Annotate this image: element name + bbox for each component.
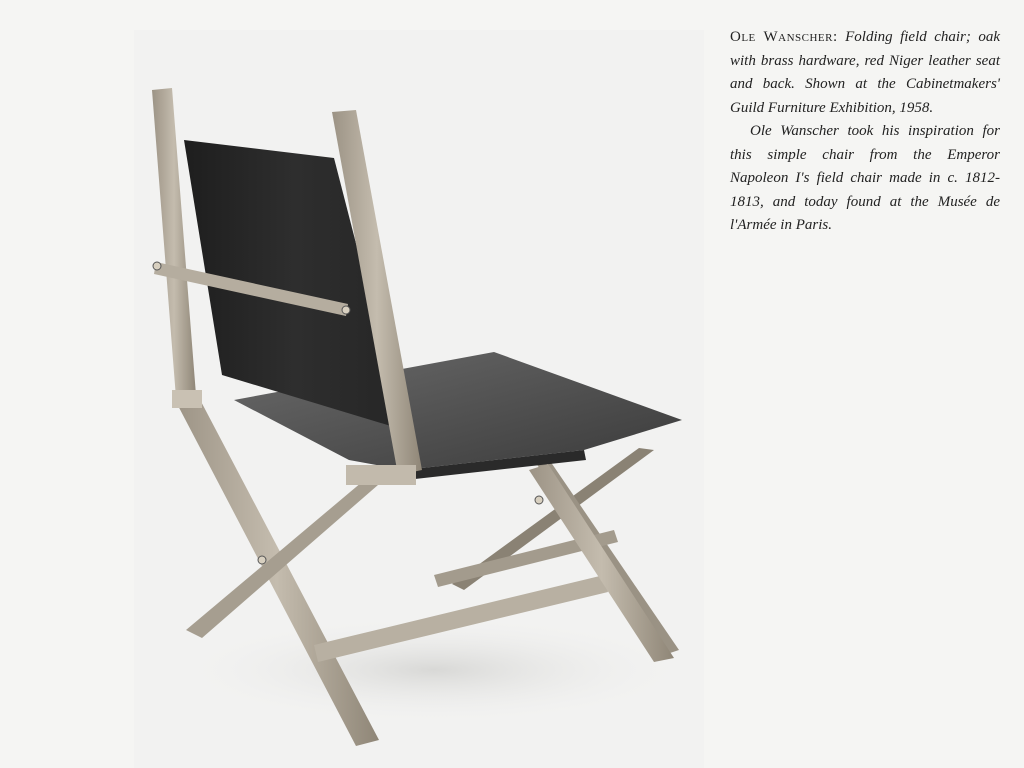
designer-name: Ole Wanscher: — [730, 29, 838, 45]
caption-paragraph-1 — [730, 26, 1000, 120]
chair-history: Ole Wanscher took his inspiration for this simple chair from the Emperor Napoleon I's field chair made in c. 1812-1813, and today found at the Musée de l'Armée in Paris. — [730, 123, 1000, 233]
brass-pivot-rear — [535, 496, 543, 504]
left-back-upright — [152, 88, 196, 398]
brass-pivot-leg — [258, 556, 266, 564]
chair-description: Folding field chair; oak with brass hardware, red Niger leather seat and back. Shown at the Cabinetmakers' Guild Furniture Exhibition, 1958. — [730, 29, 1000, 116]
folding-field-chair-illustration — [134, 30, 704, 768]
front-right-leg — [186, 478, 386, 638]
chair-photograph — [134, 30, 704, 768]
caption-paragraph-2 — [730, 120, 1000, 238]
caption-block — [730, 26, 1000, 238]
brass-pivot-right — [342, 306, 350, 314]
hinge-block-right — [346, 465, 416, 485]
hinge-block-left — [172, 390, 202, 408]
brass-pivot-left — [153, 262, 161, 270]
